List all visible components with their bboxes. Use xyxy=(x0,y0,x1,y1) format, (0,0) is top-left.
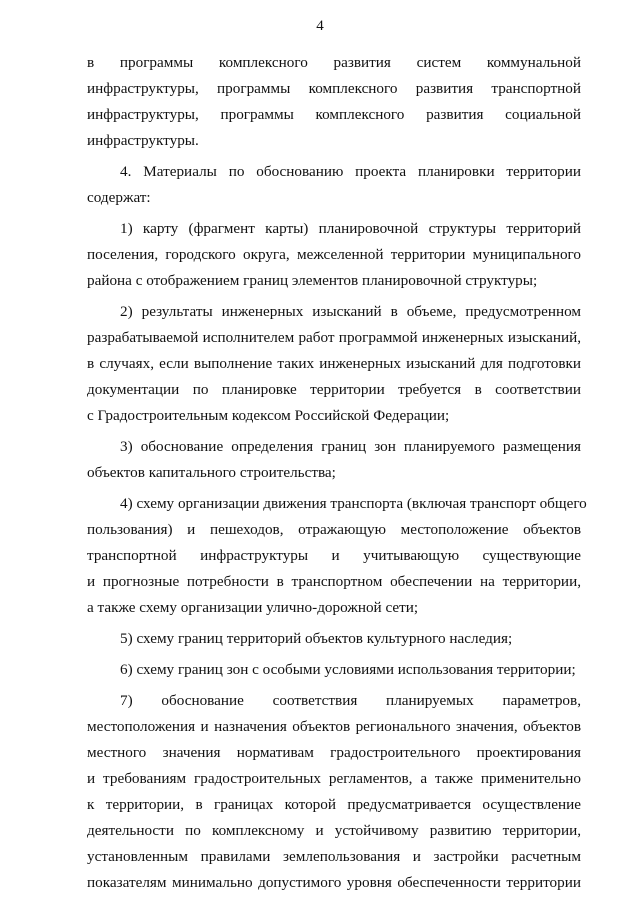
text-line: местоположения и назначения объектов регионального значения, объектов xyxy=(87,718,581,735)
text-line: деятельности по комплексному и устойчивому развитию территории, xyxy=(87,822,581,839)
text-line: а также схему организации улично-дорожной сети; xyxy=(87,599,419,616)
text-line: к территории, в границах которой предусматривается осуществление xyxy=(87,796,581,813)
text-line: инфраструктуры. xyxy=(87,132,199,149)
text-line: транспортной инфраструктуры и учитывающую существующие xyxy=(87,547,581,564)
text-line: документации по планировке территории требуется в соответствии xyxy=(87,381,581,398)
text-line: 4. Материалы по обоснованию проекта планировки территории xyxy=(120,163,581,180)
text-line: разрабатываемой исполнителем работ программой инженерных изысканий, xyxy=(87,329,581,346)
text-line: 3) обоснование определения границ зон планируемого размещения xyxy=(120,438,581,455)
text-line: в случаях, если выполнение таких инженерных изысканий для подготовки xyxy=(87,355,581,372)
page-number: 4 xyxy=(316,18,324,34)
text-line: местного значения нормативам градостроительного проектирования xyxy=(87,744,581,761)
text-line: установленным правилами землепользования и застройки расчетным xyxy=(87,848,581,865)
text-line: содержат: xyxy=(87,189,151,206)
text-line: с Градостроительным кодексом Российской Федерации; xyxy=(87,407,450,424)
text-line: и требованиям градостроительных регламентов, а также применительно xyxy=(87,770,581,787)
text-line: в программы комплексного развития систем коммунальной xyxy=(87,54,581,71)
text-line: пользования) и пешеходов, отражающую местоположение объектов xyxy=(87,521,581,538)
text-line: и прогнозные потребности в транспортном обеспечении на территории, xyxy=(87,573,581,590)
text-line: 1) карту (фрагмент карты) планировочной структуры территорий xyxy=(120,220,581,237)
document-body xyxy=(87,50,587,896)
text-line: инфраструктуры, программы комплексного развития социальной xyxy=(87,106,581,123)
text-line: 6) схему границ зон с особыми условиями использования территории; xyxy=(120,661,576,678)
text-line: 5) схему границ территорий объектов культурного наследия; xyxy=(120,630,513,647)
text-line: поселения, городского округа, межселенной территории муниципального xyxy=(87,246,581,263)
text-line: показателям минимально допустимого уровня обеспеченности территории xyxy=(87,874,581,891)
text-line: 2) результаты инженерных изысканий в объеме, предусмотренном xyxy=(120,303,581,320)
text-line: района с отображением границ элементов планировочной структуры; xyxy=(87,272,538,289)
text-line: объектов капитального строительства; xyxy=(87,464,336,481)
text-line: инфраструктуры, программы комплексного развития транспортной xyxy=(87,80,581,97)
text-line: 4) схему организации движения транспорта (включая транспорт общего xyxy=(120,495,587,512)
text-line: 7) обоснование соответствия планируемых параметров, xyxy=(120,692,581,709)
